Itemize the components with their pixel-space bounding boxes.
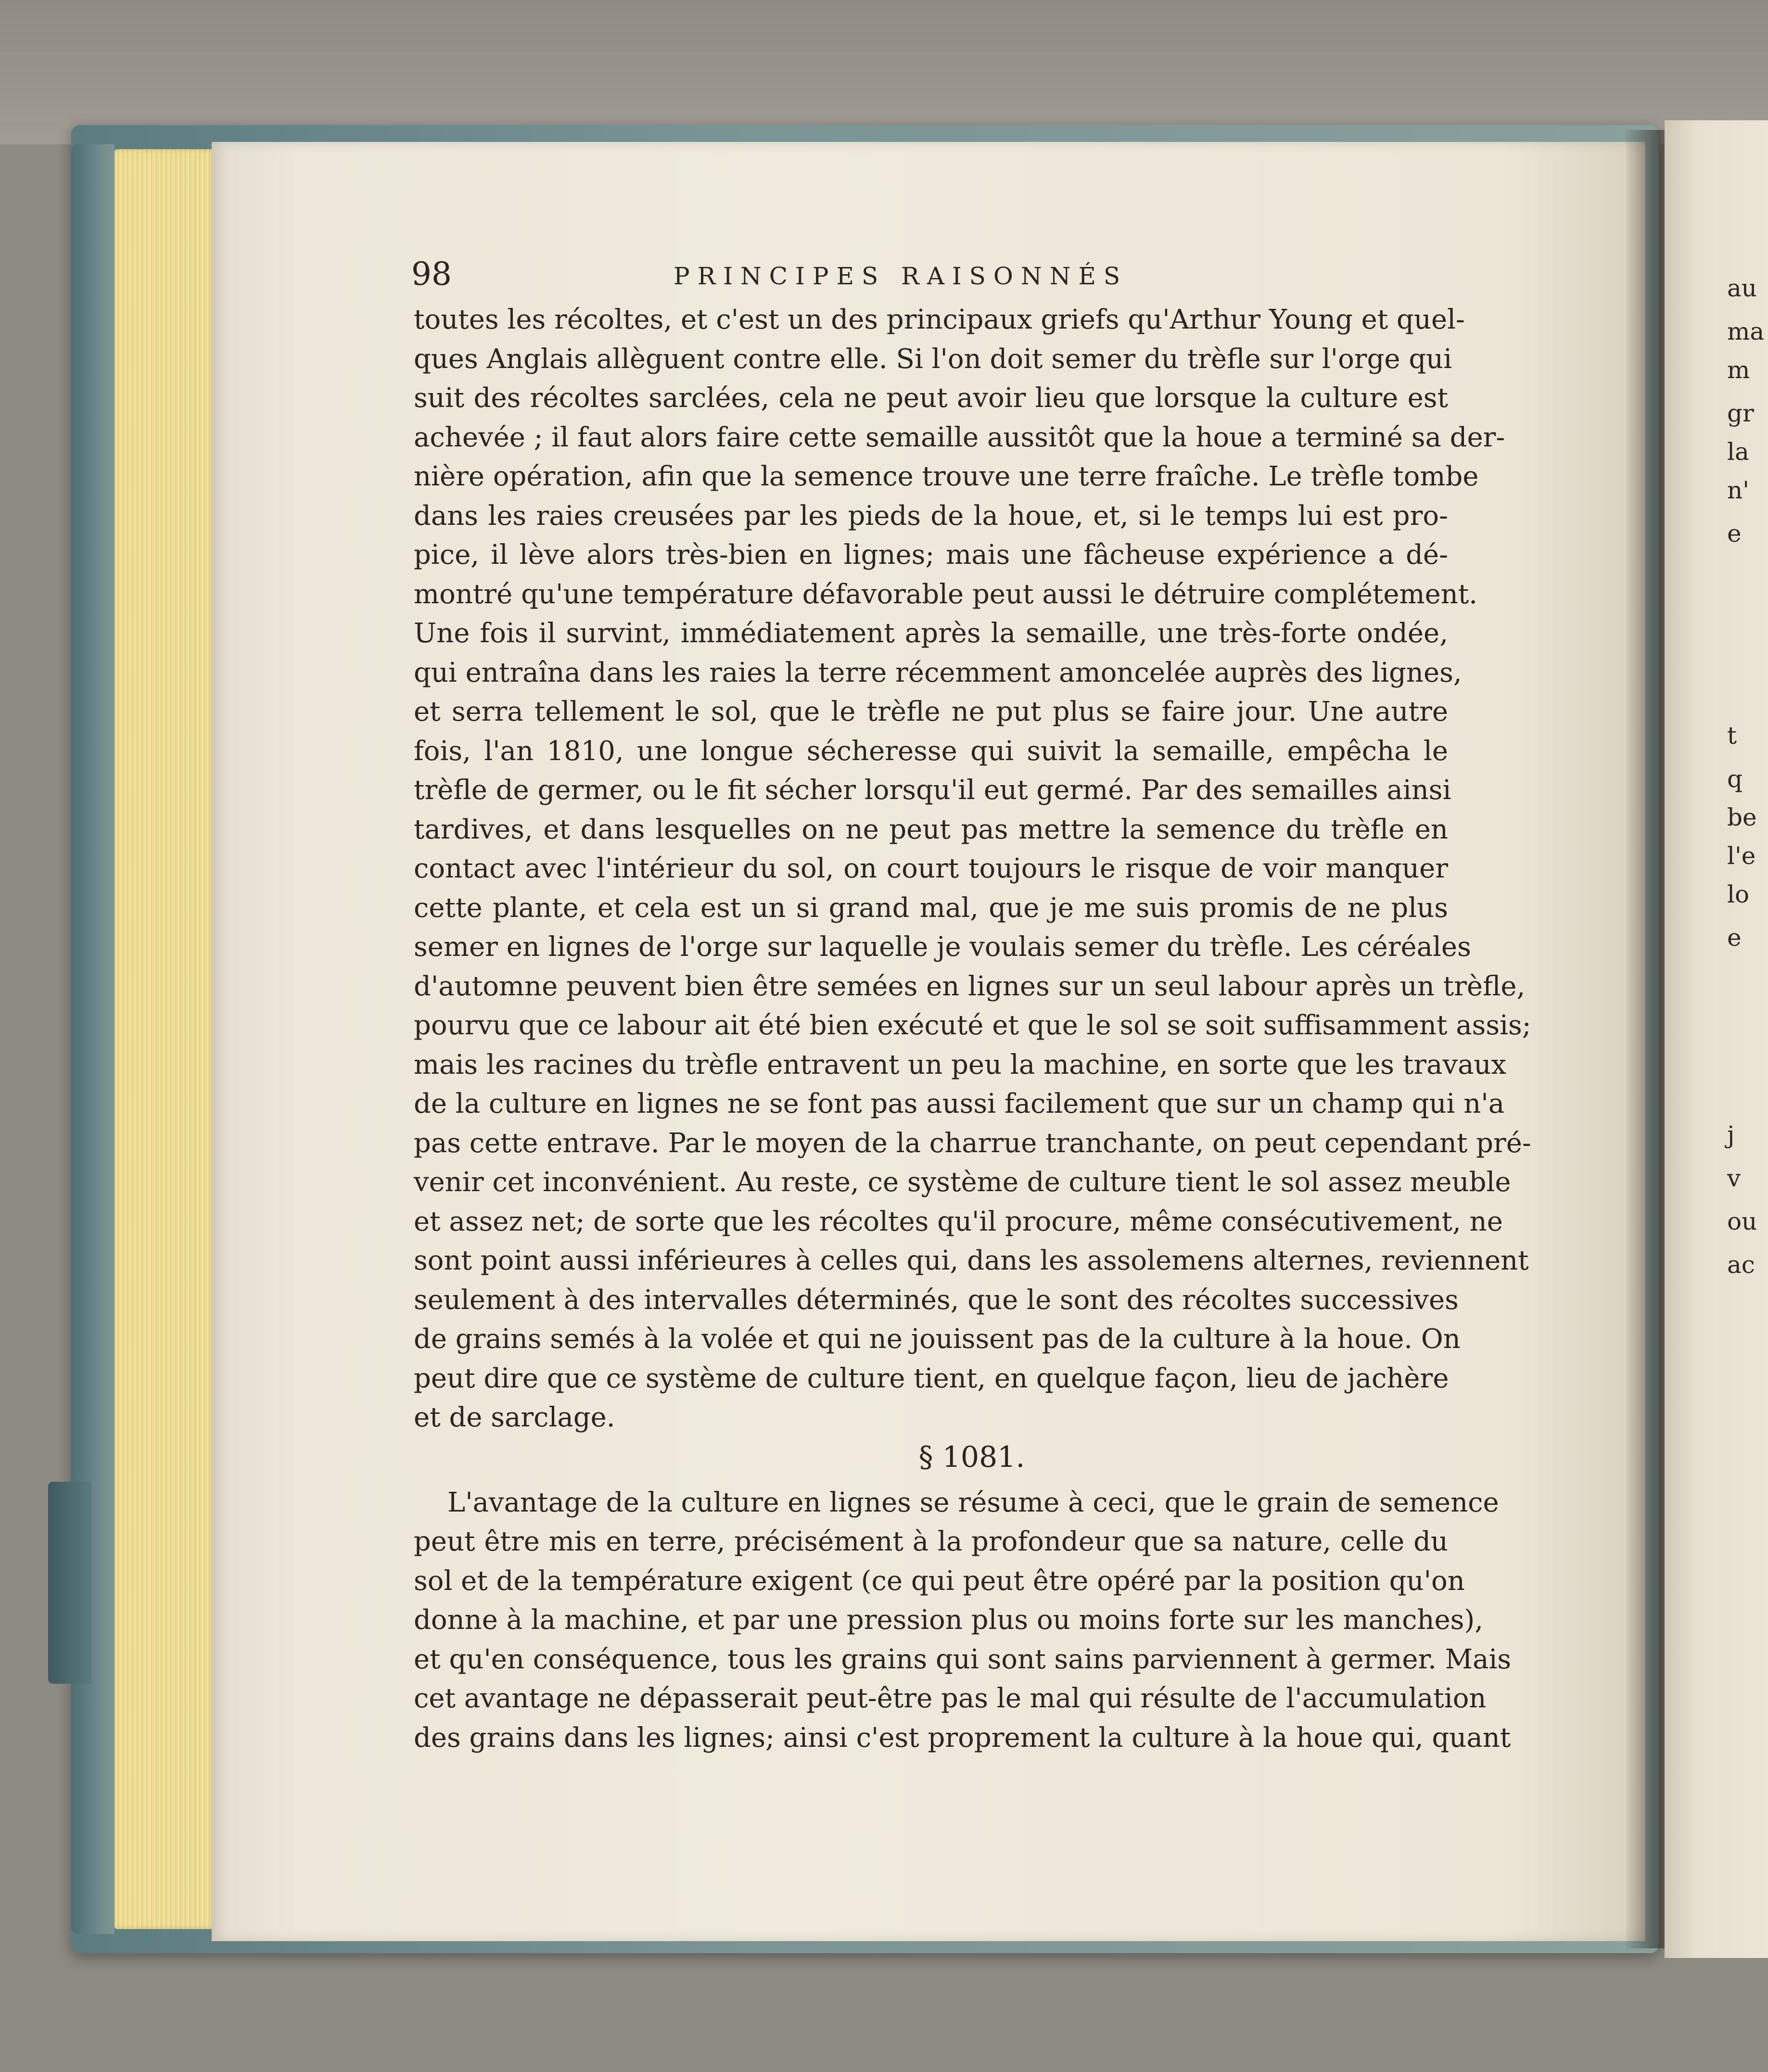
text-line: ques Anglais allèguent contre elle. Si l'on doit semer du trèfle sur l'orge qui xyxy=(414,343,1452,375)
facing-page-fragment: l'e xyxy=(1727,842,1756,870)
text-line: cet avantage ne dépasserait peut-être pas le mal qui résulte de l'accumulation xyxy=(414,1683,1487,1714)
facing-page-fragment: ac xyxy=(1727,1251,1755,1279)
text-line: venir cet inconvénient. Au reste, ce système de culture tient le sol assez meuble xyxy=(414,1167,1511,1198)
text-line: montré qu'une température défavorable peut aussi le détruire complétement. xyxy=(414,578,1478,610)
text-line: dans les raies creusées par les pieds de la houe, et, si le temps lui est pro- xyxy=(414,500,1448,532)
text-line: et de sarclage. xyxy=(414,1402,615,1433)
text-line: L'avantage de la culture en lignes se résume à ceci, que le grain de semence xyxy=(447,1487,1499,1518)
text-line: pas cette entrave. Par le moyen de la charrue tranchante, on peut cependant pré- xyxy=(414,1127,1531,1159)
facing-page-fragment: e xyxy=(1727,520,1742,547)
text-line: et qu'en conséquence, tous les grains qui sont sains parviennent à germer. Mais xyxy=(414,1643,1512,1675)
facing-page-fragment: be xyxy=(1727,803,1757,831)
section-heading: § 1081. xyxy=(918,1440,1025,1474)
text-line: cette plante, et cela est un si grand mal, que je me suis promis de ne plus xyxy=(414,892,1448,924)
text-line: nière opération, afin que la semence trouve une terre fraîche. Le trèfle tombe xyxy=(414,461,1479,492)
bleed-through xyxy=(1386,1443,1578,1472)
page-header xyxy=(411,253,1220,296)
facing-page xyxy=(1665,120,1768,1958)
facing-page-fragment: t xyxy=(1727,722,1737,750)
text-line: seulement à des intervalles déterminés, que le sont des récoltes successives xyxy=(414,1284,1459,1316)
text-line: peut être mis en terre, précisément à la profondeur que sa nature, celle du xyxy=(414,1526,1448,1557)
text-line: peut dire que ce système de culture tient, en quelque façon, lieu de jachère xyxy=(414,1362,1449,1394)
running-head: PRINCIPES RAISONNÉS xyxy=(674,262,1128,290)
text-line: sont point aussi inférieures à celles qui, dans les assolemens alternes, reviennent xyxy=(414,1245,1529,1276)
facing-page-fragment: v xyxy=(1727,1164,1741,1192)
facing-page-fragment: ma xyxy=(1727,318,1765,345)
facing-page-fragment: q xyxy=(1727,765,1743,793)
text-line: sol et de la température exigent (ce qui peut être opéré par la position qu'on xyxy=(414,1565,1465,1597)
text-line: fois, l'an 1810, une longue sécheresse qui suivit la semaille, empêcha le xyxy=(414,735,1448,767)
facing-page-fragment: ou xyxy=(1727,1208,1757,1235)
text-line: semer en lignes de l'orge sur laquelle je voulais semer du trèfle. Les céréales xyxy=(414,931,1471,963)
facing-page-fragment: n' xyxy=(1727,476,1749,504)
text-line: achevée ; il faut alors faire cette semaille aussitôt que la houe a terminé sa der- xyxy=(414,421,1505,453)
facing-page-fragment: lo xyxy=(1727,880,1750,908)
facing-page-fragment: e xyxy=(1727,924,1742,952)
cover-corner xyxy=(48,1482,91,1684)
text-line: trèfle de germer, ou le fit sécher lorsqu'il eut germé. Par des semailles ainsi xyxy=(414,775,1451,806)
facing-page-fragment: au xyxy=(1727,274,1757,302)
text-line: contact avec l'intérieur du sol, on court toujours le risque de voir manquer xyxy=(414,853,1448,884)
facing-page-fragment: m xyxy=(1727,356,1750,384)
text-line: Une fois il survint, immédiatement après la semaille, une très-forte ondée, xyxy=(414,618,1448,649)
text-line: pourvu que ce labour ait été bien exécuté et que le sol se soit suffisamment assis; xyxy=(414,1010,1531,1041)
background xyxy=(0,0,1768,144)
text-line: d'automne peuvent bien être semées en lignes sur un seul labour après un trèfle, xyxy=(414,970,1526,1002)
text-line: et assez net; de sorte que les récoltes qu'il procure, même consécutivement, ne xyxy=(414,1206,1503,1237)
text-line: qui entraîna dans les raies la terre récemment amoncelée auprès des lignes, xyxy=(414,657,1462,688)
text-line: suit des récoltes sarclées, cela ne peut avoir lieu que lorsque la culture est xyxy=(414,382,1448,414)
facing-page-fragment: la xyxy=(1727,438,1749,466)
text-line: des grains dans les lignes; ainsi c'est proprement la culture à la houe qui, quant xyxy=(414,1722,1511,1754)
text-line: et serra tellement le sol, que le trèfle ne put plus se faire jour. Une autre xyxy=(414,696,1448,727)
text-line: tardives, et dans lesquelles on ne peut pas mettre la semence du trèfle en xyxy=(414,814,1448,845)
text-line: donne à la machine, et par une pression plus ou moins forte sur les manches), xyxy=(414,1604,1484,1636)
text-line: mais les racines du trèfle entravent un peu la machine, en sorte que les travaux xyxy=(414,1049,1507,1080)
text-line: de grains semés à la volée et qui ne jouissent pas de la culture à la houe. On xyxy=(414,1323,1461,1355)
text-line: pice, il lève alors très-bien en lignes; mais une fâcheuse expérience a dé- xyxy=(414,539,1448,571)
page-number: 98 xyxy=(411,255,452,292)
text-line: toutes les récoltes, et c'est un des principaux griefs qu'Arthur Young et quel- xyxy=(414,304,1465,335)
text-line: de la culture en lignes ne se font pas aussi facilement que sur un champ qui n'a xyxy=(414,1088,1505,1119)
facing-page-fragment: j xyxy=(1727,1121,1735,1149)
page-block-edge xyxy=(114,149,216,1929)
facing-page-fragment: gr xyxy=(1727,399,1754,427)
